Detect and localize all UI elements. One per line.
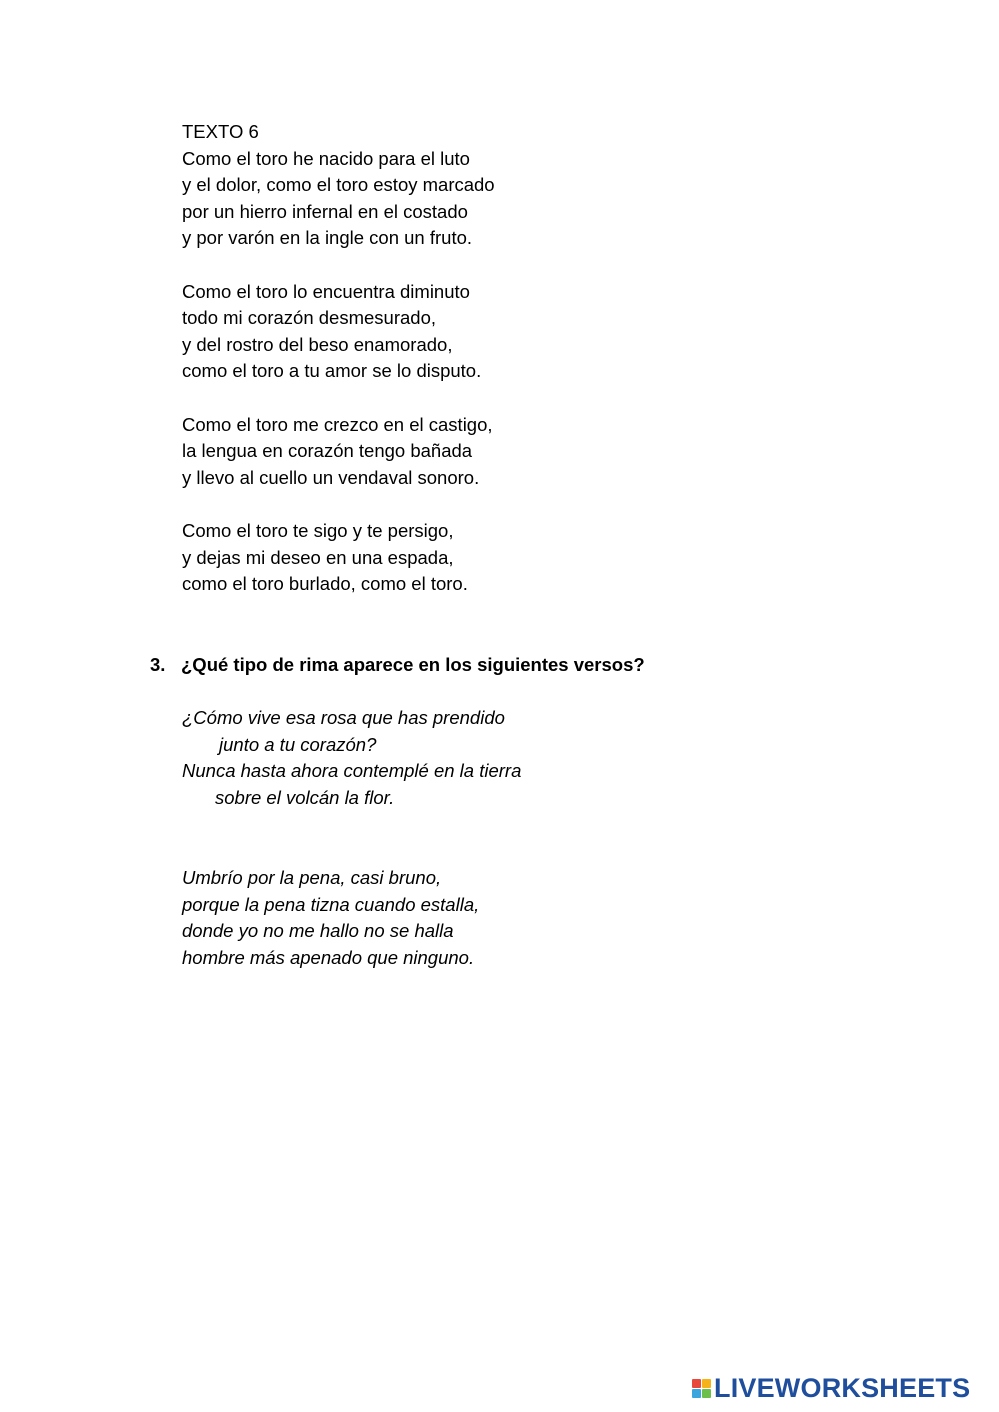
texto-6-heading: TEXTO 6 [182,121,259,142]
stanza-break [182,385,495,412]
stanza-break [182,491,495,518]
poem-line: Como el toro he nacido para el luto [182,147,470,169]
poem-line: por un hierro infernal en el costado [182,200,468,222]
verse-line: Umbrío por la pena, casi bruno, [182,867,442,888]
poem-line: todo mi corazón desmesurado, [182,307,436,329]
verse-line: junto a tu corazón? [219,733,377,755]
logo-tile-l [692,1379,701,1388]
verse-line: porque la pena tizna cuando estalla, [182,893,480,915]
verse-line: ¿Cómo vive esa rosa que has prendido [182,707,505,728]
question-3 [150,652,645,678]
poem-line: y llevo al cuello un vendaval sonoro. [182,466,480,488]
verse-line: Nunca hasta ahora contemplé en la tierra [182,760,522,782]
verse-line: donde yo no me hallo no se halla [182,920,454,942]
poem-line: y dejas mi deseo en una espada, [182,546,454,568]
verse-excerpt-b [182,865,479,971]
texto-6-poem [182,119,495,598]
liveworksheets-logo[interactable] [692,1373,970,1403]
logo-tile-i [702,1379,711,1388]
poem-line: la lengua en corazón tengo bañada [182,440,473,462]
stanza-break [182,252,495,279]
poem-line: como el toro a tu amor se lo disputo. [182,360,482,382]
logo-tile-v [692,1389,701,1398]
logo-tile-e [702,1389,711,1398]
poem-line: Como el toro me crezco en el castigo, [182,413,493,435]
liveworksheets-logo-icon [692,1379,711,1398]
poem-line: y el dolor, como el toro estoy marcado [182,174,495,196]
verse-line: sobre el volcán la flor. [215,786,395,808]
poem-line: y del rostro del beso enamorado, [182,333,453,355]
poem-line: Como el toro te sigo y te persigo, [182,519,454,541]
liveworksheets-logo-text: LIVEWORKSHEETS [714,1373,971,1403]
question-text: ¿Qué tipo de rima aparece en los siguientes versos? [181,654,645,675]
verse-excerpt-a [182,705,521,811]
poem-line: y por varón en la ingle con un fruto. [182,227,473,249]
verse-line: hombre más apenado que ninguno. [182,946,475,968]
poem-line: como el toro burlado, como el toro. [182,573,468,595]
poem-line: Como el toro lo encuentra diminuto [182,280,470,302]
question-number: 3. [150,654,166,675]
